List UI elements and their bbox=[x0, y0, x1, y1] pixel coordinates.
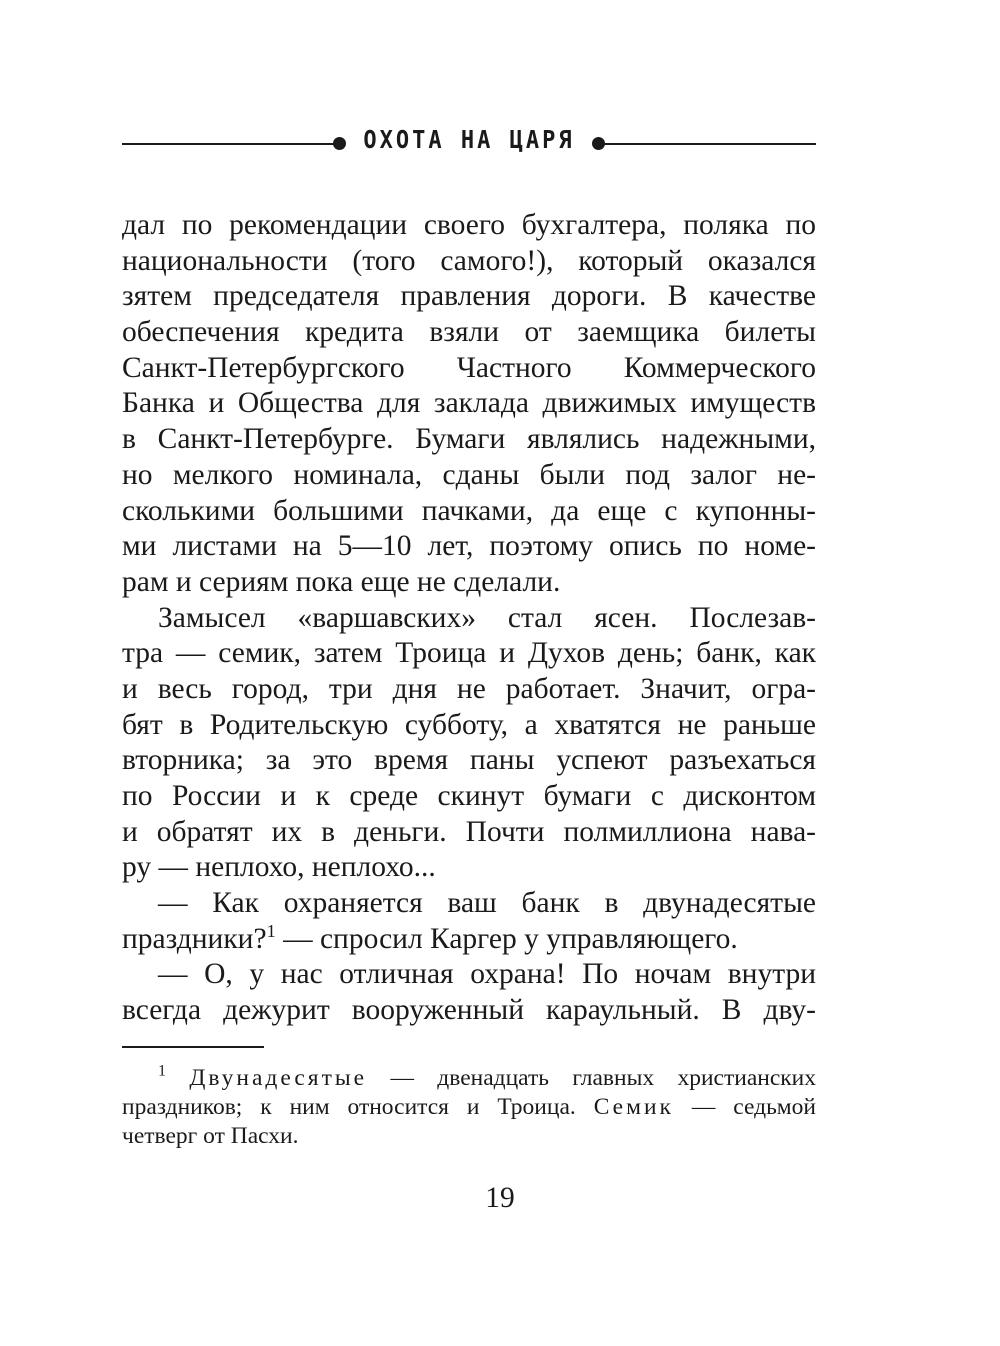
footnote-text: праздников; к ним относится и Троица. bbox=[122, 1094, 594, 1120]
text-line: рам и сериям пока еще не сделали. bbox=[122, 565, 561, 598]
text-line: ру — неплохо, неплохо... bbox=[122, 851, 436, 884]
main-text bbox=[122, 208, 816, 1029]
text-line: дал по рекомендации своего бухгалтера, поляка по bbox=[122, 209, 816, 241]
text-line: ми листами на 5—10 лет, поэтому опись по номе- bbox=[122, 530, 816, 563]
text-line: национальности (того самого!), который оказался bbox=[122, 244, 816, 277]
text-line: зятем председателя правления дороги. В качестве bbox=[122, 280, 816, 313]
text-fragment: праздники? bbox=[122, 922, 267, 955]
text-line: бят в Родительскую субботу, а хватятся не раньше bbox=[122, 708, 816, 741]
footnote-line bbox=[122, 1064, 816, 1093]
text-line: всегда дежурит вооруженный караульный. В дву- bbox=[122, 994, 816, 1027]
page-number: 19 bbox=[485, 1182, 515, 1214]
footnote-text: — седьмой bbox=[673, 1094, 816, 1120]
footnote-term: Семик bbox=[593, 1094, 674, 1120]
text-line: вторника; за это время паны успеют разъехаться bbox=[122, 744, 816, 777]
dialogue-line: — О, у нас отличная охрана! По ночам внутри bbox=[158, 958, 816, 991]
footnote-line bbox=[122, 1093, 816, 1122]
text-line: в Санкт-Петербурге. Бумаги являлись надежными, bbox=[122, 423, 816, 456]
footnote bbox=[122, 1064, 816, 1151]
header-rule-left bbox=[122, 143, 334, 145]
footnote-term: Двунадесятые bbox=[189, 1065, 368, 1091]
header-bullet-left bbox=[333, 137, 346, 150]
footnote-separator bbox=[122, 1046, 264, 1048]
header-rule-right bbox=[604, 143, 816, 145]
paragraph-start-line: Замысел «варшавских» стал ясен. Послезав- bbox=[158, 601, 816, 634]
footnote-line: четверг от Пасхи. bbox=[122, 1123, 299, 1149]
text-line: и весь город, три дня не работает. Значит, огра- bbox=[122, 672, 816, 705]
footnote-marker: 1 bbox=[158, 1062, 166, 1080]
text-line: по России и к среде скинут бумаги с дисконтом bbox=[122, 780, 816, 812]
text-line: сколькими большими пачками, да еще с купонны- bbox=[122, 494, 816, 527]
dialogue-line: — Как охраняется ваш банк в двунадесятые bbox=[158, 887, 816, 920]
footnote-text: — двенадцать главных христианских bbox=[367, 1065, 817, 1091]
text-line: но мелкого номинала, сданы были под залог не- bbox=[122, 458, 816, 491]
text-line: обеспечения кредита взяли от заемщика билеты bbox=[122, 316, 816, 349]
running-header bbox=[122, 126, 816, 162]
text-fragment: — спросил Каргер у управляющего. bbox=[275, 922, 738, 955]
text-line-with-note bbox=[122, 922, 816, 958]
text-line: Банка и Общества для заклада движимых имуществ bbox=[122, 387, 816, 420]
text-line: Санкт-Петербургского Частного Коммерческого bbox=[122, 351, 816, 384]
text-line: и обратят их в деньги. Почти полмиллиона нава- bbox=[122, 815, 816, 848]
text-line: тра — семик, затем Троица и Духов день; банк, как bbox=[122, 637, 816, 670]
running-title: ОХОТА НА ЦАРЯ bbox=[363, 126, 575, 155]
footnote-reference: 1 bbox=[266, 920, 276, 941]
